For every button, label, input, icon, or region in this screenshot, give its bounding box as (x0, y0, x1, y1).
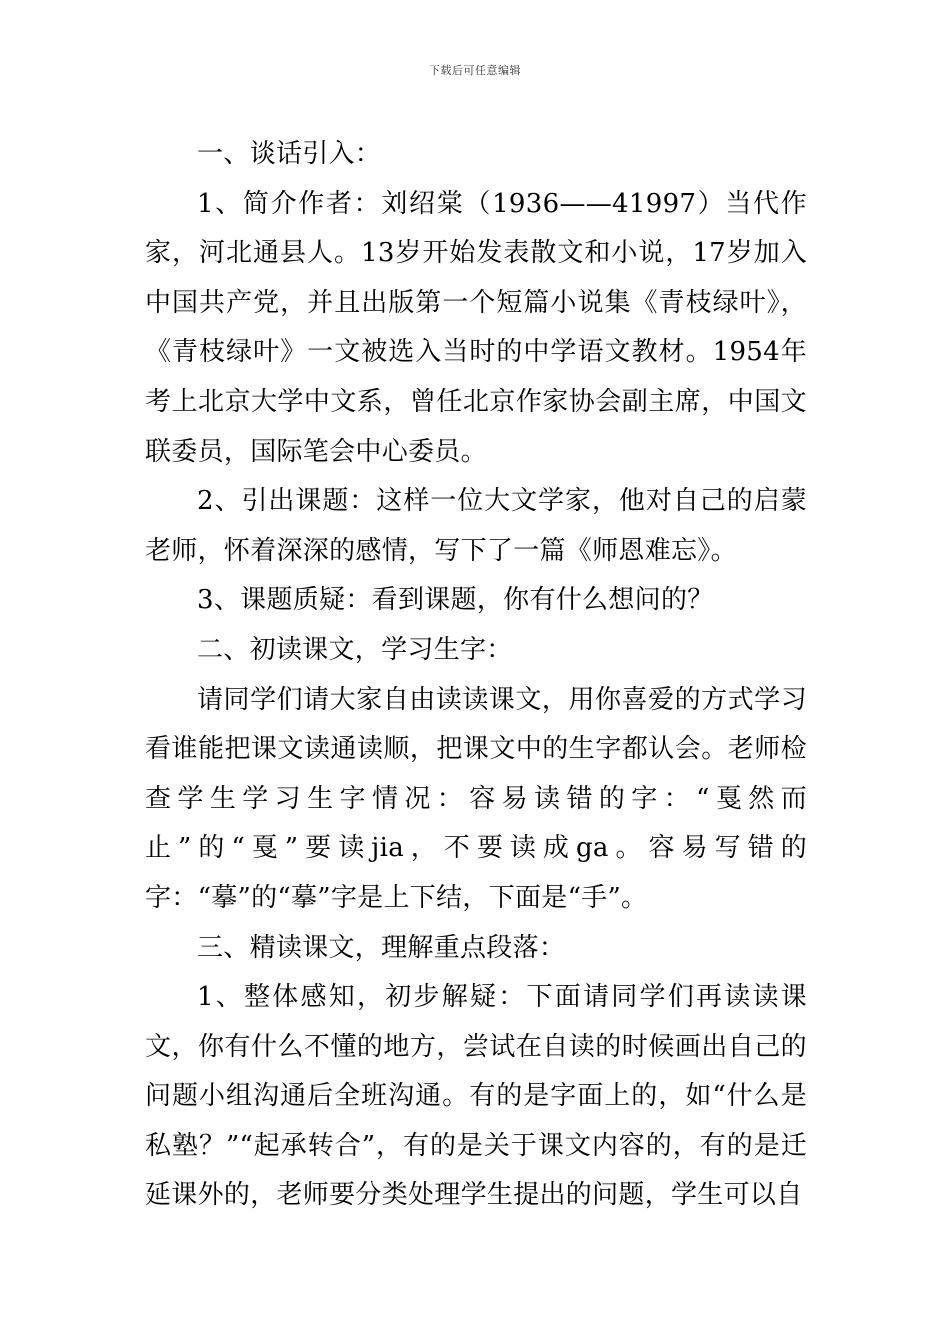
section-heading-close-reading: 三、精读课文，理解重点段落： (197, 932, 566, 963)
paragraph-overall-perception: 1、整体感知，初步解疑：下面请同学们再读读课文，你有什么不懂的地方，尝试在自读的时候画出自己的问题小组沟通后全班沟通。有的是字面上的，如“什么是私塾？”“起承转合”，有的是关于课文内容的，有的是迁延课外的，老师要分类处理学生提出的问题，学生可以自 (145, 982, 807, 1211)
paragraph-learn-characters: 请同学们请大家自由读读课文，用你喜爱的方式学习看谁能把课文读通读顺，把课文中的生字都认会。老师检查学生学习生字情况：容易读错的字：“戛然而止”的“戛”要读jia，不要读成ga。容易写错的字：“摹”的“摹”字是上下结，下面是“手”。 (145, 684, 807, 913)
paragraph-topic-question: 3、课题质疑：看到课题，你有什么想问的？ (197, 585, 714, 616)
paragraph-author-intro: 1、简介作者：刘绍棠（1936——41997）当代作家，河北通县人。13岁开始发表散文和小说，17岁加入中国共产党，并且出版第一个短篇小说集《青枝绿叶》，《青枝绿叶》一文被选入当时的中学语文教材。1954年考上北京大学中文系，曾任北京作家协会副主席，中国文联委员，国际笔会中心委员。 (145, 188, 807, 467)
page-header: 下载后可任意编辑 (429, 64, 521, 77)
document-body (145, 130, 807, 1221)
paragraph-lead-topic: 2、引出课题：这样一位大文学家，他对自己的启蒙老师，怀着深深的感情，写下了一篇《师恩难忘》。 (145, 486, 807, 566)
section-heading-intro: 一、谈话引入： (197, 139, 382, 169)
section-heading-first-reading: 二、初读课文，学习生字： (197, 634, 513, 665)
